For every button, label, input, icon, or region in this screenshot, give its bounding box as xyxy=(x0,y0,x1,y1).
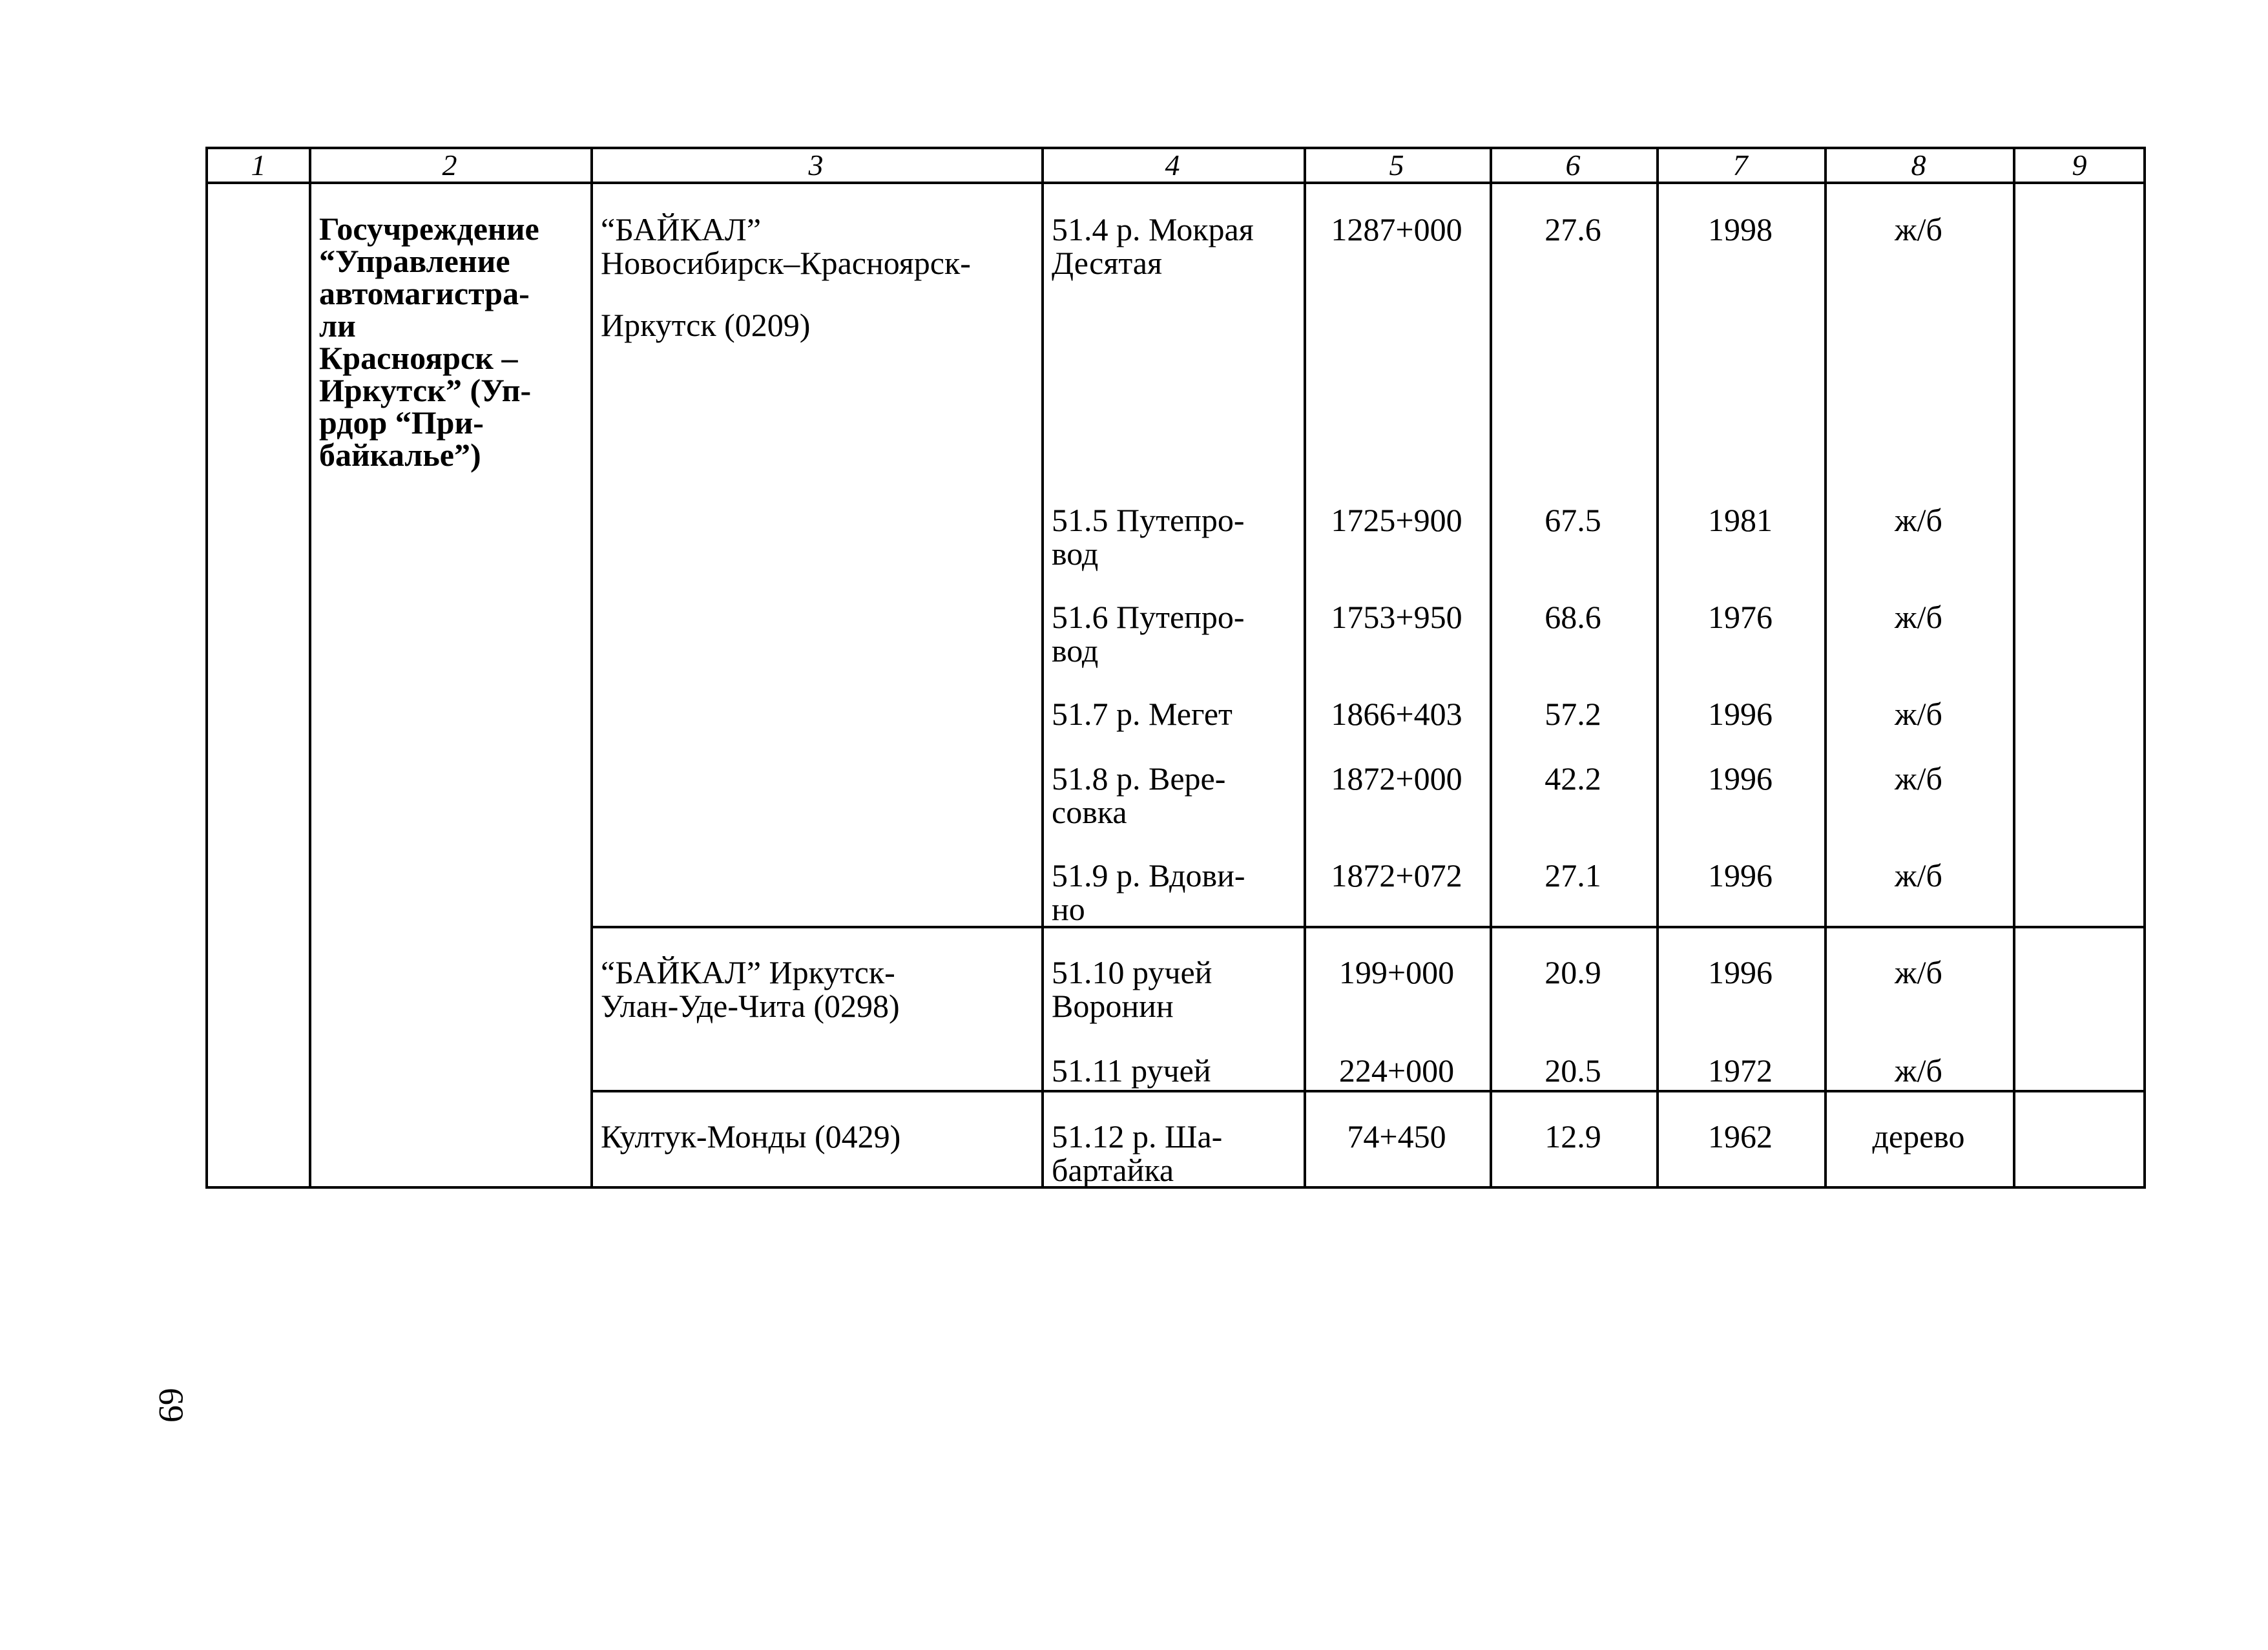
bridge-material: ж/б xyxy=(1895,760,1942,797)
bridge-material: ж/б xyxy=(1895,599,1942,635)
header-col-4: 4 xyxy=(1165,149,1180,182)
bridge-name-line: 51.12 р. Ша- xyxy=(1052,1118,1223,1154)
bridge-material: ж/б xyxy=(1895,857,1942,893)
header-col-9: 9 xyxy=(2072,149,2087,182)
bridge-km: 1866+403 xyxy=(1331,696,1462,732)
bridge-km: 1725+900 xyxy=(1331,502,1462,538)
bridge-name-line: совка xyxy=(1052,794,1127,830)
bridge-year: 1972 xyxy=(1708,1052,1773,1089)
organization-line: Госучреждение xyxy=(319,211,539,247)
bridge-length: 20.9 xyxy=(1545,954,1601,990)
bridge-km: 1287+000 xyxy=(1331,211,1462,247)
bridge-km: 199+000 xyxy=(1338,954,1455,990)
bridge-name xyxy=(1052,697,1233,731)
col-divider xyxy=(590,149,593,1186)
bridge-name-line: вод xyxy=(1052,536,1099,572)
bridge-name xyxy=(1052,213,1254,280)
bridge-length: 57.2 xyxy=(1545,696,1601,732)
bridge-length: 20.5 xyxy=(1545,1052,1601,1089)
bridge-length: 12.9 xyxy=(1545,1118,1601,1154)
bridge-name-line: 51.10 ручей xyxy=(1052,954,1212,990)
bridge-name-line: 51.4 р. Мокрая xyxy=(1052,211,1254,247)
bridge-length: 42.2 xyxy=(1545,760,1601,797)
bridge-km: 74+450 xyxy=(1347,1118,1446,1154)
bridge-name-line: но xyxy=(1052,891,1085,927)
bridge-name-line: 51.9 р. Вдови- xyxy=(1052,857,1245,893)
bridge-name-line: 51.8 р. Вере- xyxy=(1052,760,1226,797)
bridge-name xyxy=(1052,762,1225,829)
road-line xyxy=(601,280,971,308)
col-divider xyxy=(1824,149,1827,1186)
bridge-year: 1996 xyxy=(1708,954,1773,990)
bridge-year: 1996 xyxy=(1708,696,1773,732)
bridge-km: 1872+000 xyxy=(1331,760,1462,797)
organization-line: автомагистра- xyxy=(319,275,530,311)
road-line: Улан-Уде-Чита (0298) xyxy=(601,988,900,1024)
road-line: Новосибирск–Красноярск- xyxy=(601,245,971,281)
road-line: “БАЙКАЛ” Иркутск- xyxy=(601,954,895,990)
bridge-name-line: Воронин xyxy=(1052,988,1174,1024)
header-col-1: 1 xyxy=(251,149,266,182)
organization-line: ли xyxy=(319,308,356,344)
header-col-3: 3 xyxy=(808,149,824,182)
bridge-km: 1872+072 xyxy=(1331,857,1462,893)
bridge-material: дерево xyxy=(1872,1118,1965,1154)
group-divider xyxy=(590,926,2143,928)
header-col-8: 8 xyxy=(1911,149,1926,182)
bridge-material: ж/б xyxy=(1895,502,1942,538)
organization-line: “Управление xyxy=(319,243,510,279)
group-divider xyxy=(590,1090,2143,1092)
header-col-7: 7 xyxy=(1732,149,1748,182)
organization-line: рдор “При- xyxy=(319,404,484,441)
road-line: Иркутск (0209) xyxy=(601,307,811,343)
bridge-name-line: 51.6 Путепро- xyxy=(1052,599,1245,635)
organization-name xyxy=(319,213,539,471)
col-divider xyxy=(1490,149,1492,1186)
bridge-name xyxy=(1052,956,1212,1023)
bridge-name xyxy=(1052,503,1245,570)
bridge-name-line: вод xyxy=(1052,632,1099,669)
bridge-length: 68.6 xyxy=(1545,599,1601,635)
road-name xyxy=(601,213,971,342)
bridge-year: 1962 xyxy=(1708,1118,1773,1154)
bridge-year: 1976 xyxy=(1708,599,1773,635)
bridge-name xyxy=(1052,600,1245,667)
road-name xyxy=(601,1120,900,1153)
road-line: Култук-Монды (0429) xyxy=(601,1118,901,1154)
bridge-material: ж/б xyxy=(1895,954,1942,990)
bridge-name xyxy=(1052,859,1245,926)
bridge-year: 1998 xyxy=(1708,211,1773,247)
bridge-km: 224+000 xyxy=(1338,1052,1455,1089)
bridge-name xyxy=(1052,1054,1211,1087)
bridge-year: 1996 xyxy=(1708,760,1773,797)
bridge-name-line: Десятая xyxy=(1052,245,1162,281)
bridge-name-line: бартайка xyxy=(1052,1152,1174,1188)
page-number: 69 xyxy=(152,1388,191,1423)
bridge-year: 1981 xyxy=(1708,502,1773,538)
header-col-6: 6 xyxy=(1565,149,1581,182)
header-col-2: 2 xyxy=(442,149,457,182)
col-divider xyxy=(1304,149,1306,1186)
bridge-length: 27.6 xyxy=(1545,211,1601,247)
bridge-material: ж/б xyxy=(1895,1052,1942,1089)
bridges-table xyxy=(205,147,2146,1189)
bridge-name-line: 51.11 ручей xyxy=(1052,1052,1211,1089)
col-divider xyxy=(309,149,311,1186)
bridge-material: ж/б xyxy=(1895,211,1942,247)
road-name xyxy=(601,956,900,1023)
bridge-name-line: 51.7 р. Мегет xyxy=(1052,696,1233,732)
header-col-5: 5 xyxy=(1389,149,1404,182)
header-divider xyxy=(208,182,2143,184)
bridge-length: 67.5 xyxy=(1545,502,1601,538)
col-divider xyxy=(2013,149,2015,1186)
organization-line: байкалье”) xyxy=(319,437,481,473)
bridge-km: 1753+950 xyxy=(1331,599,1462,635)
bridge-material: ж/б xyxy=(1895,696,1942,732)
organization-line: Иркутск” (Уп- xyxy=(319,372,532,408)
bridge-length: 27.1 xyxy=(1545,857,1601,893)
organization-line: Красноярск – xyxy=(319,340,518,376)
bridge-name-line: 51.5 Путепро- xyxy=(1052,502,1245,538)
road-line: “БАЙКАЛ” xyxy=(601,211,762,247)
col-divider xyxy=(1656,149,1659,1186)
col-divider xyxy=(1041,149,1044,1186)
bridge-year: 1996 xyxy=(1708,857,1773,893)
bridge-name xyxy=(1052,1120,1222,1187)
